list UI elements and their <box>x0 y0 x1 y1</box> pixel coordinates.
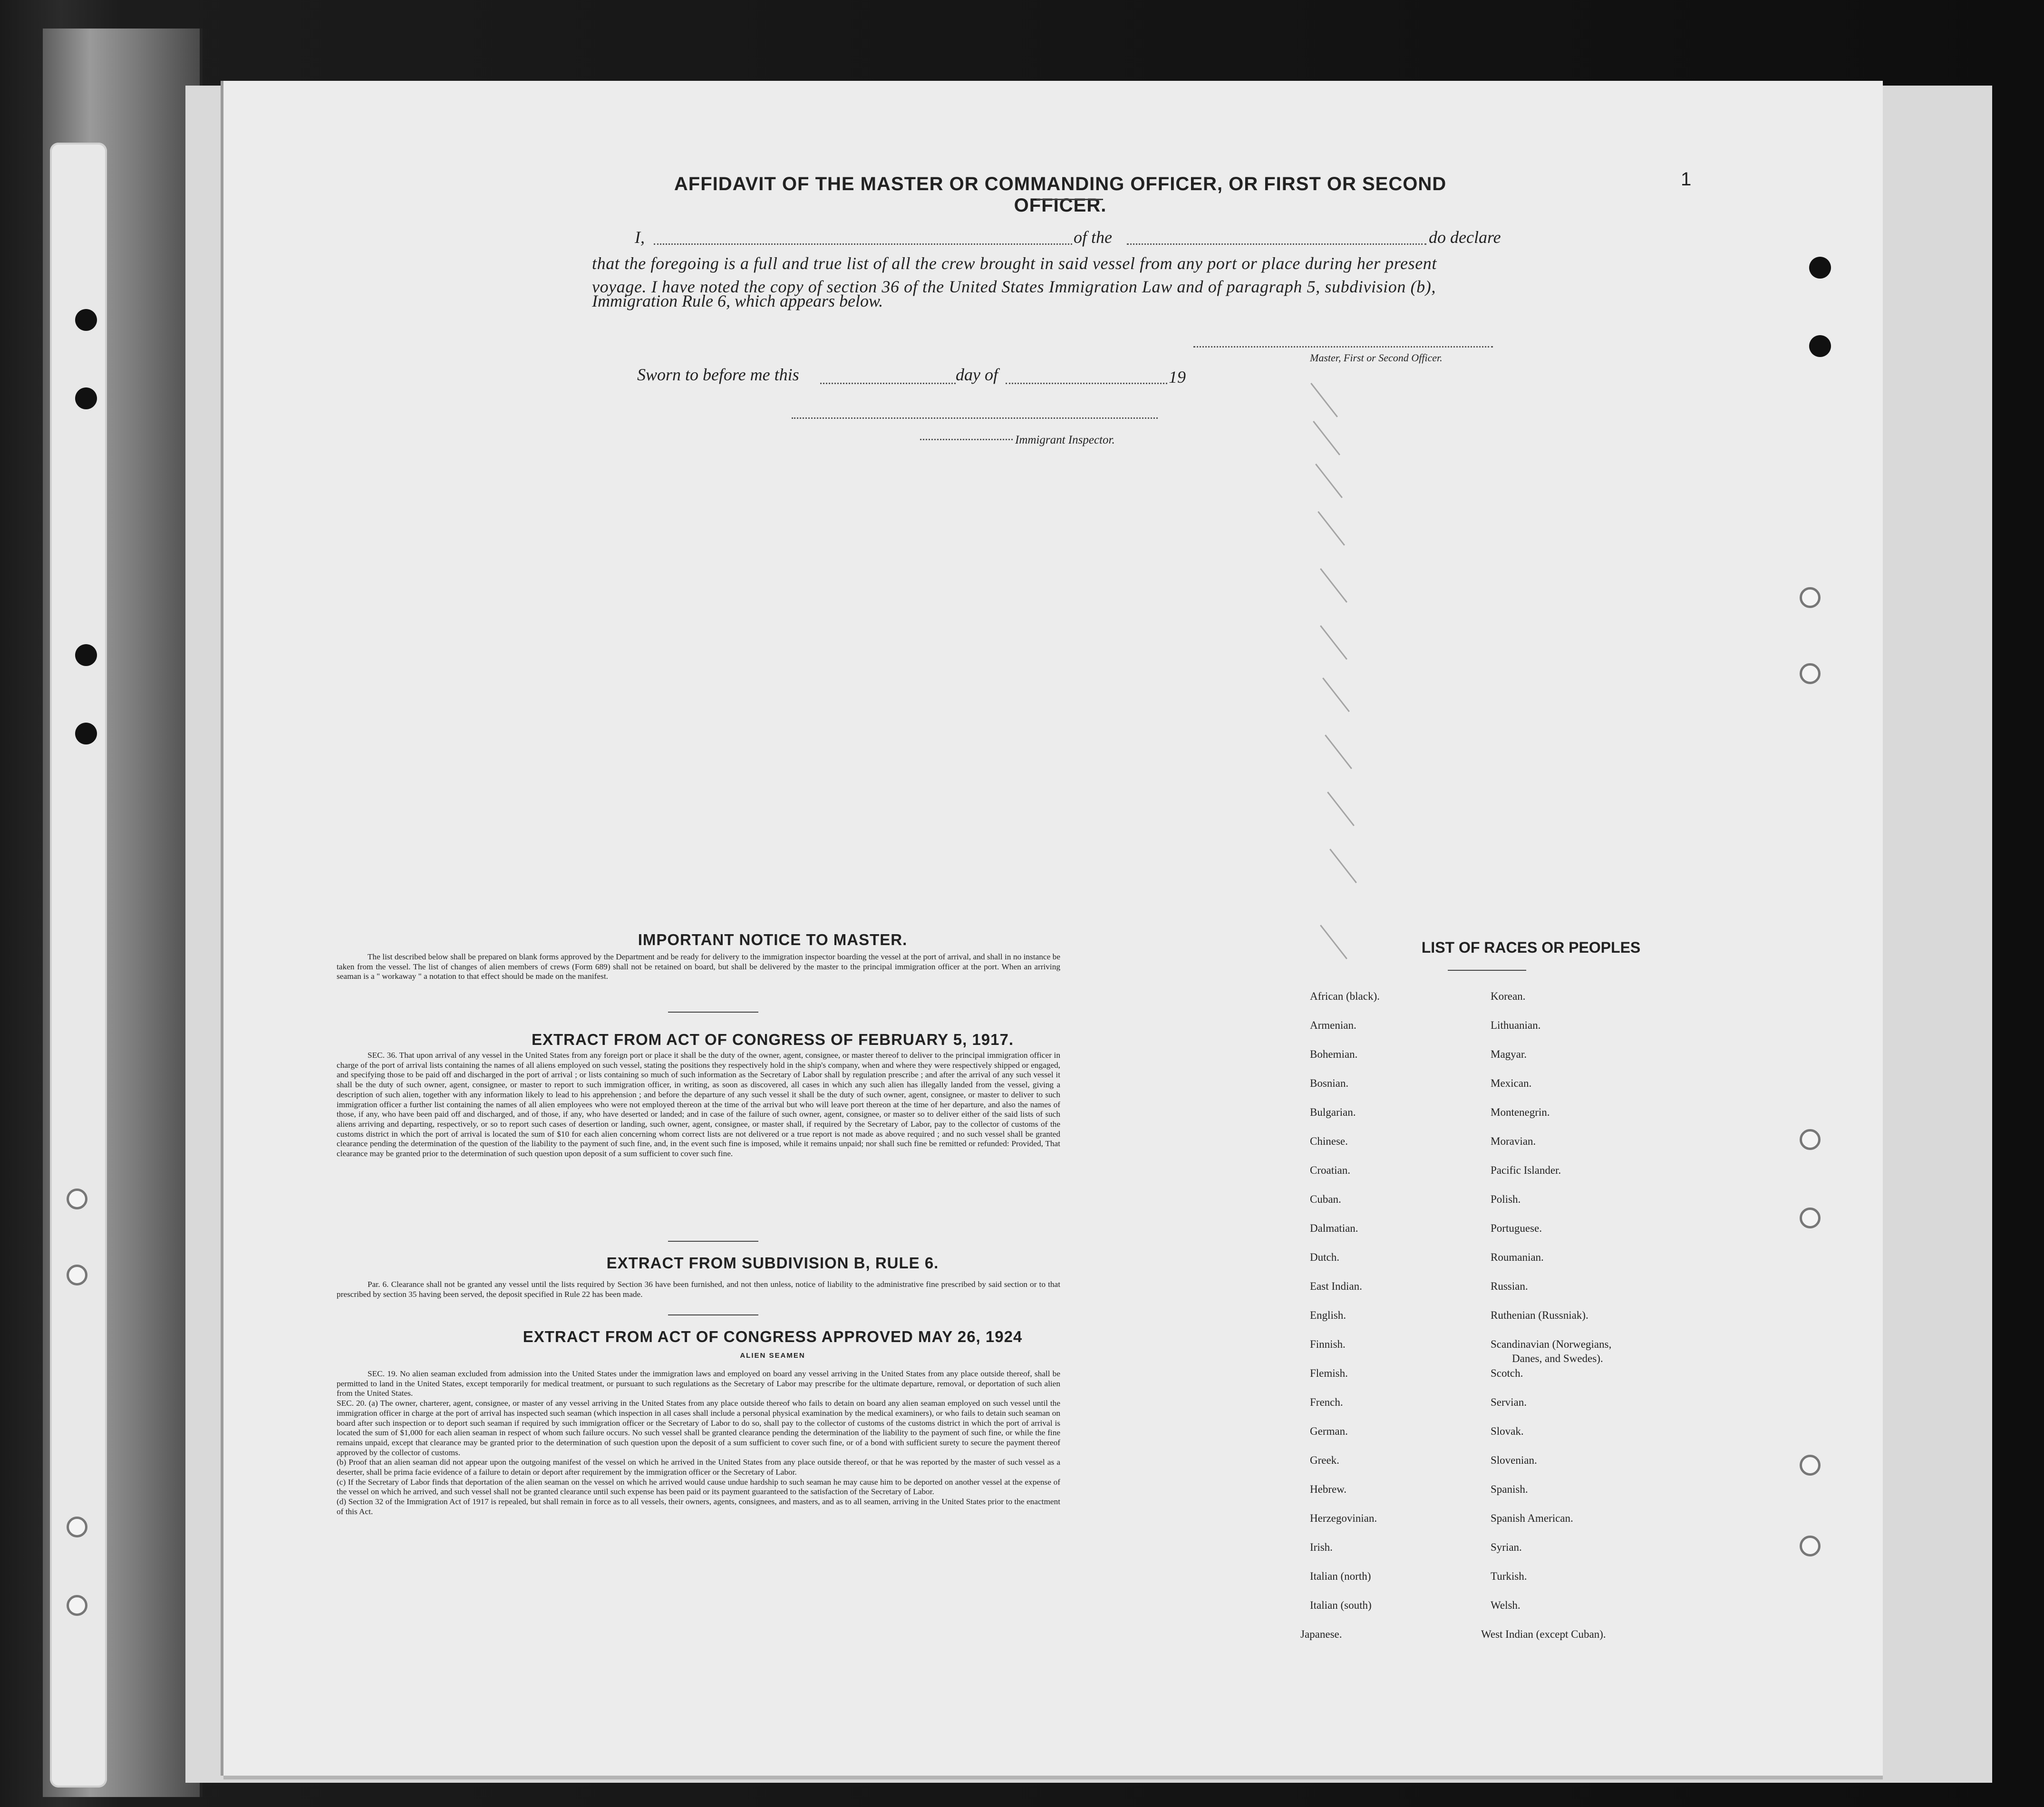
race-item: Chinese. <box>1310 1135 1348 1147</box>
races-underline <box>1448 970 1526 971</box>
race-item: Dalmatian. <box>1310 1222 1358 1234</box>
manifest-page <box>223 81 1883 1776</box>
binding-hole <box>75 723 97 744</box>
race-item: Roumanian. <box>1491 1251 1544 1263</box>
page-number: 1 <box>1681 169 1692 190</box>
affidavit-i: I, <box>635 228 645 247</box>
race-item: Ruthenian (Russniak). <box>1491 1309 1589 1321</box>
affidavit-line-2: that the foregoing is a full and true list of all the crew brought in said vessel from any port or place during her present <box>592 254 1437 273</box>
master-signature-label: Master, First or Second Officer. <box>1310 352 1443 364</box>
divider <box>668 1012 758 1013</box>
race-item: East Indian. <box>1310 1280 1362 1292</box>
divider <box>668 1241 758 1242</box>
affidavit-do-declare: do declare <box>1429 228 1501 247</box>
sworn-day-blank <box>820 383 956 384</box>
inspector-signature-label: Immigrant Inspector. <box>1015 434 1115 446</box>
vessel-blank <box>1127 243 1426 245</box>
extract-1924-subtitle: ALIEN SEAMEN <box>740 1352 805 1360</box>
extract-1924-text: SEC. 19. No alien seaman excluded from admission into the United States under the immigration laws and employed on board any vessel arriving in the United States from any place outside thereof, shall be permitted to land in the United States, except temporarily for medical treatment, or pursuant to such regulations as the Secretary of Labor may prescribe for the ultimate departure, removal, or deportation of such alien from the United States. SEC. 20. (a) The owner, charterer, agent, consignee, or master of any vessel arriving in the United States from any place outside thereof who fails to detain on board any alien seaman employed on such vessel until the immigration officer in charge at the port of arrival has inspected such seaman (which inspection in all cases shall include a personal physical examination by the medical examiners), or who fails to detain such seaman on board after such inspection or to deport such seaman if required by such immigration officer or the Secretary of Labor to do so, shall pay to the collector of customs of the customs district in which the port of arrival is located the sum of $1,000 for each alien seaman in respect of whom such failure occurs. No such vessel shall be granted clearance pending the determination of the liability to the payment of such fine, or while the fine remains unpaid, except that clearance may be granted prior to the determination of such question upon the deposit of a sum sufficient to cover such fine, or of a bond with sufficient surety to secure the payment thereof approved by the collector of customs. (b) Proof that an alien seaman did not appear upon the outgoing manifest of the vessel on which he arrived in the United States from any place outside thereof, or that he was reported by the master of such vessel as a deserter, shall be prima facie evidence of a failure to detain or deport after requirement by the immigration officer or the Secretary of Labor. (c) If the Secretary of Labor finds that deportation of the alien seaman on the vessel on which he arrived would cause undue hardship to such seaman he may cause him to be deported on another vessel at the expense of the vessel on which he arrived, and such vessel shall not be granted clearance until such expense has been paid or its payment guaranteed to the satisfaction of the Secretary of Labor. (d) Section 32 of the Immigration Act of 1917 is repealed, but shall remain in force as to all vessels, their owners, agents, consignees, and masters, and as to all seamen, arriving in the United States prior to the enactment of this Act. <box>337 1369 1060 1516</box>
page-hole <box>1800 587 1821 608</box>
race-item: Magyar. <box>1491 1048 1527 1060</box>
extract-rule6-title: EXTRACT FROM SUBDIVISION B, RULE 6. <box>606 1254 939 1272</box>
race-item: Italian (south) <box>1310 1599 1372 1611</box>
page-hole <box>1800 1129 1821 1150</box>
title-underline <box>1037 199 1103 200</box>
page-hole <box>1800 663 1821 684</box>
binding-strip <box>50 143 107 1788</box>
race-item: Spanish American. <box>1491 1512 1573 1524</box>
page-hole <box>1800 1536 1821 1556</box>
race-item: Montenegrin. <box>1491 1106 1550 1118</box>
race-item: Armenian. <box>1310 1019 1356 1031</box>
sworn-text: Sworn to before me this <box>637 365 799 384</box>
notice-text: The list described below shall be prepared on blank forms approved by the Department and be ready for delivery to the immigration inspector boarding the vessel at the port of arrival, and shall in no instance be taken from the vessel. The list of changes of alien members of crews (Form 689) shall not be retained on board, but shall be delivered by the master to the principal immigration officer at the port. When an arriving seaman is a " workaway " a notation to that effect should be made on the manifest. <box>337 952 1060 981</box>
affidavit-of-the: of the <box>1074 228 1112 247</box>
binding-hole <box>75 309 97 331</box>
race-item: Finnish. <box>1310 1338 1346 1350</box>
race-item: Scotch. <box>1491 1367 1523 1379</box>
race-item: Servian. <box>1491 1396 1527 1408</box>
binding-hole <box>67 1189 87 1209</box>
race-item: Danes, and Swedes). <box>1512 1353 1603 1364</box>
race-item: Slovenian. <box>1491 1454 1537 1466</box>
race-item: Bohemian. <box>1310 1048 1358 1060</box>
binding-hole <box>67 1595 87 1616</box>
race-item: Polish. <box>1491 1193 1521 1205</box>
race-item: West Indian (except Cuban). <box>1481 1628 1606 1640</box>
race-item: Irish. <box>1310 1541 1333 1553</box>
extract-1924-title: EXTRACT FROM ACT OF CONGRESS APPROVED MAY 26, 1924 <box>523 1328 1023 1345</box>
race-item: Mexican. <box>1491 1077 1532 1089</box>
extract-rule6-text: Par. 6. Clearance shall not be granted any vessel until the lists required by Section 36 have been furnished, and not then unless, notice of liability to the administrative fine prescribed by said section or to that prescribed by section 35 having been served, the deposit specified in Rule 22 has been made. <box>337 1280 1060 1299</box>
divider <box>668 1314 758 1315</box>
binding-hole <box>67 1265 87 1285</box>
race-item: French. <box>1310 1396 1343 1408</box>
race-item: Bosnian. <box>1310 1077 1349 1089</box>
race-item: Scandinavian (Norwegians, <box>1491 1338 1612 1350</box>
race-item: Turkish. <box>1491 1570 1527 1582</box>
affidavit-line-4: Immigration Rule 6, which appears below. <box>592 291 883 310</box>
race-item: Italian (north) <box>1310 1570 1371 1582</box>
race-item: Korean. <box>1491 990 1526 1002</box>
extract-1917-text: SEC. 36. That upon arrival of any vessel in the United States from any foreign port or place it shall be the duty of the owner, agent, consignee, or master thereof to deliver to the principal immigration officer in charge of the port of arrival lists containing the names of all aliens employed on such vessel, stating the positions they respectively hold in the ship's company, when and where they were respectively shipped or engaged, and specifying those to be paid off and discharged in the port of arrival ; or lists containing so much of such information as the Secretary of Labor shall by regulation prescribe ; and after the arrival of any such vessel it shall be the duty of such owner, agent, consignee, or master to report to such immigration officer, in writing, as soon as discovered, all cases in which any such alien has illegally landed from the vessel, giving a description of such alien, together with any information likely to lead to his apprehension ; and before the departure of any such vessel it shall be the duty of such owner, agent, consignee, or master to deliver to such immigration officer a further list containing the names of all alien employees who were not employed thereon at the time of the arrival but who will leave port thereon at the time of her departure, and also the names of those, if any, who have been paid off and discharged, and of those, if any, who have deserted or landed; and in case of the failure of such owner, agent, consignee, or master so to deliver either of the said lists of such aliens arriving and departing, respectively, or so to report such cases of desertion or landing, such owner, agent, consignee, or master shall, if required by the Secretary of Labor, pay to the collector of customs of the customs district in which the port of arrival is located the sum of $10 for each alien concerning whom correct lists are not delivered or a true report is not made as above required ; and no such vessel shall be granted clearance pending the determination of the question of the liability to the payment of such fine, and, in the event such fine is imposed, while it remains unpaid; nor shall such fine be remitted or refunded: Provided, That clearance may be granted prior to the determination of such question upon deposit of a sum sufficient to cover such fine. <box>337 1051 1060 1159</box>
race-item: Russian. <box>1491 1280 1528 1292</box>
master-signature-line <box>1193 346 1493 348</box>
race-item: Croatian. <box>1310 1164 1350 1176</box>
race-item: Moravian. <box>1491 1135 1536 1147</box>
race-item: Pacific Islander. <box>1491 1164 1561 1176</box>
race-item: Herzegovinian. <box>1310 1512 1377 1524</box>
page-hole <box>1800 1208 1821 1228</box>
race-item: Flemish. <box>1310 1367 1348 1379</box>
notice-title: IMPORTANT NOTICE TO MASTER. <box>638 931 908 948</box>
binding-hole <box>67 1517 87 1537</box>
race-item: Portuguese. <box>1491 1222 1542 1234</box>
races-title: LIST OF RACES OR PEOPLES <box>1421 939 1641 956</box>
name-blank <box>654 243 1072 245</box>
extract-1917-title: EXTRACT FROM ACT OF CONGRESS OF FEBRUARY 5, 1917. <box>531 1031 1014 1048</box>
page-hole <box>1809 335 1831 357</box>
day-of-text: day of <box>956 365 998 384</box>
race-item: Hebrew. <box>1310 1483 1347 1495</box>
race-item: Dutch. <box>1310 1251 1339 1263</box>
binding-hole <box>75 387 97 409</box>
inspector-lead-line <box>920 439 1013 440</box>
sworn-month-blank <box>1006 383 1167 384</box>
race-item: Lithuanian. <box>1491 1019 1541 1031</box>
race-item: Bulgarian. <box>1310 1106 1356 1118</box>
binding-hole <box>75 644 97 666</box>
inspector-signature-line <box>792 417 1158 419</box>
race-item: Slovak. <box>1491 1425 1524 1437</box>
race-item: Greek. <box>1310 1454 1339 1466</box>
affidavit-title: AFFIDAVIT OF THE MASTER OR COMMANDING OFFICER, OR FIRST OR SECOND OFFICER. <box>674 174 1447 216</box>
race-item: Japanese. <box>1300 1628 1342 1640</box>
page-hole <box>1809 257 1831 279</box>
affidavit-line-3: voyage. I have noted the copy of section 36 of the United States Immigration Law and of paragraph 5, subdivision (b), <box>592 277 1436 296</box>
race-item: Spanish. <box>1491 1483 1528 1495</box>
race-item: English. <box>1310 1309 1347 1321</box>
race-item: Cuban. <box>1310 1193 1341 1205</box>
race-item: Syrian. <box>1491 1541 1522 1553</box>
page-hole <box>1800 1455 1821 1476</box>
year-prefix: 19 <box>1169 367 1186 387</box>
race-item: German. <box>1310 1425 1348 1437</box>
race-item: African (black). <box>1310 990 1380 1002</box>
race-item: Welsh. <box>1491 1599 1521 1611</box>
